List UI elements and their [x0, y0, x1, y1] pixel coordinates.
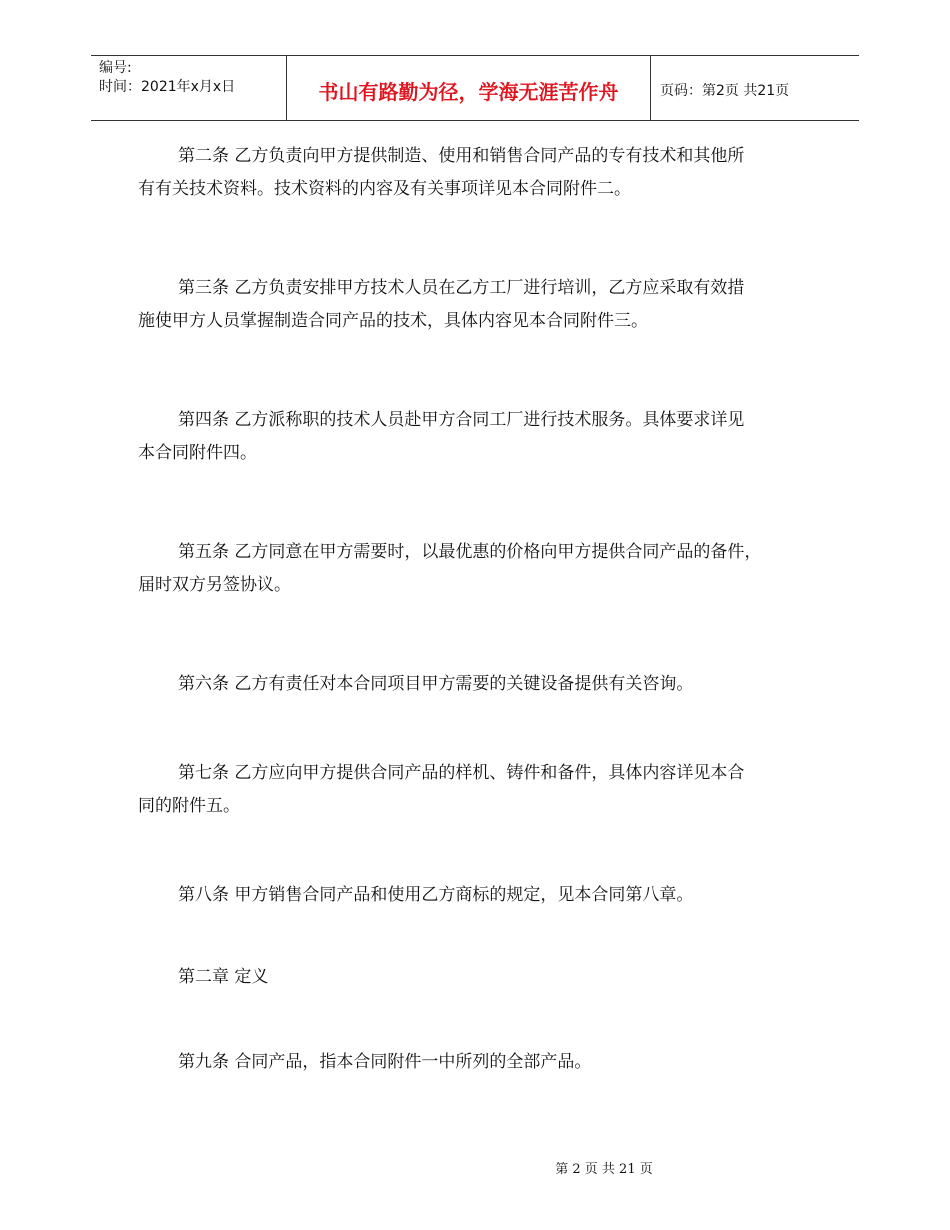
page-header	[91, 55, 859, 121]
paragraph-article-7	[138, 757, 818, 823]
document-number-label: 编号:	[99, 60, 132, 76]
page-footer: 第 2 页 共 21 页	[555, 1162, 653, 1177]
document-body	[138, 140, 818, 1079]
document-time-label: 时间：2021年x月x日	[99, 79, 236, 95]
paragraph-line: 第六条 乙方有责任对本合同项目甲方需要的关键设备提供有关咨询。	[178, 674, 694, 694]
paragraph-line: 有有关技术资料。技术资料的内容及有关事项详见本合同附件二。	[138, 179, 631, 199]
header-motto: 书山有路勤为径，学海无涯苦作舟	[287, 56, 651, 120]
paragraph-line: 本合同附件四。	[138, 443, 257, 463]
paragraph-article-6	[138, 668, 818, 701]
paragraph-line: 第二章 定义	[178, 967, 269, 987]
paragraph-line: 第九条 合同产品，指本合同附件一中所列的全部产品。	[178, 1052, 592, 1072]
paragraph-line: 届时双方另签协议。	[138, 575, 291, 595]
header-page-info: 页码：第2页 共21页	[660, 83, 790, 99]
paragraph-line: 第二条 乙方负责向甲方提供制造、使用和销售合同产品的专有技术和其他所	[178, 146, 745, 166]
chapter-heading	[138, 961, 818, 994]
paragraph-line: 第三条 乙方负责安排甲方技术人员在乙方工厂进行培训，乙方应采取有效措	[178, 278, 745, 298]
paragraph-line: 第八条 甲方销售合同产品和使用乙方商标的规定，见本合同第八章。	[178, 885, 694, 905]
paragraph-article-3	[138, 272, 818, 338]
header-meta	[91, 56, 287, 120]
paragraph-article-2	[138, 140, 818, 206]
paragraph-article-4	[138, 404, 818, 470]
paragraph-article-9	[138, 1046, 818, 1079]
paragraph-article-8	[138, 879, 818, 912]
paragraph-line: 第五条 乙方同意在甲方需要时，以最优惠的价格向甲方提供合同产品的备件，	[178, 542, 762, 562]
paragraph-line: 第四条 乙方派称职的技术人员赴甲方合同工厂进行技术服务。具体要求详见	[178, 410, 745, 430]
paragraph-article-5	[138, 536, 818, 602]
paragraph-line: 同的附件五。	[138, 796, 240, 816]
paragraph-line: 施使甲方人员掌握制造合同产品的技术，具体内容见本合同附件三。	[138, 311, 648, 331]
paragraph-line: 第七条 乙方应向甲方提供合同产品的样机、铸件和备件，具体内容详见本合	[178, 763, 745, 783]
